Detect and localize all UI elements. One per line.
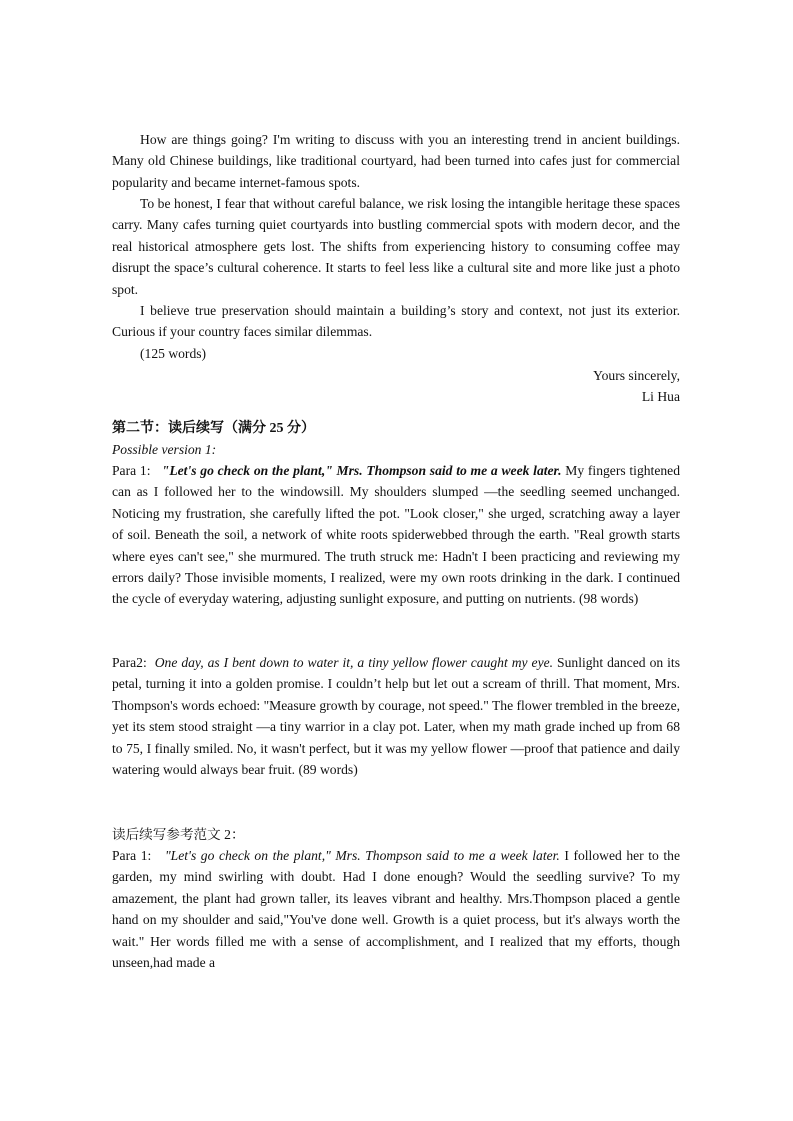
para-label: Para2:: [112, 655, 147, 670]
para-label: Para 1:: [112, 463, 151, 478]
para-lead-sentence: "Let's go check on the plant," Mrs. Thompson said to me a week later.: [164, 848, 560, 863]
para-lead-sentence: One day, as I bent down to water it, a tiny yellow flower caught my eye.: [154, 655, 554, 670]
para-lead-sentence: "Let's go check on the plant," Mrs. Thompson said to me a week later.: [161, 463, 562, 478]
version-1-label: Possible version 1:: [112, 442, 217, 457]
version-2-para-1: [112, 845, 680, 973]
para-label: Para 1:: [112, 848, 152, 863]
letter-paragraph-1: How are things going? I'm writing to discuss with you an interesting trend in ancient buildings. Many old Chinese buildings, like traditional courtyard, had been turned into cafes just for commercial popularity and became internet-famous spots.: [112, 132, 680, 190]
version-1-para-1: [112, 460, 680, 610]
para-body: My fingers tightened can as I followed her to the windowsill. My shoulders slumped —the seedling seemed unchanged. Noticing my frustration, she carefully lifted the pot. "Look closer," she urged, scratching away a layer of soil. Beneath the soil, a network of white roots spiderwebbed through the earth. "Real growth starts where eyes can't see," she murmured. The truth struck me: Hadn't I been practicing and reviewing my errors daily? Those invisible moments, I realized, were my own roots drinking in the dark. I continued the cycle of everyday watering, adjusting sunlight exposure, and putting on nutrients. (98 words): [112, 463, 680, 607]
para-body: Sunlight danced on its petal, turning it into a golden promise. I couldn’t help but let out a scream of thrill. That moment, Mrs. Thompson's words echoed: "Measure growth by courage, not speed." The flower trembled in the breeze, yet its stem stood straight —a tiny warrior in a clay pot. Later, when my math grade inched up from 68 to 75, I finally smiled. No, it wasn't perfect, but it was my yellow flower —proof that patience and daily watering would always bear fruit. (89 words): [112, 655, 680, 778]
letter-paragraph-3: I believe true preservation should maintain a building’s story and context, not just its exterior. Curious if your country faces similar dilemmas.: [112, 303, 680, 340]
letter-signature: Li Hua: [641, 389, 680, 404]
letter-word-count: (125 words): [140, 346, 207, 361]
version-1-para-2: [112, 652, 680, 780]
letter-paragraph-2: To be honest, I fear that without careful balance, we risk losing the intangible heritage these spaces carry. Many cafes turning quiet courtyards into bustling commercial spots with modern decor, and the real historical atmosphere gets lost. The shifts from experiencing history to consuming coffee may disrupt the space’s cultural coherence. It starts to feel less like a cultural site and more like just a photo spot.: [112, 196, 680, 297]
para-body: I followed her to the garden, my mind swirling with doubt. Had I done enough? Would the seedling survive? To my amazement, the plant had grown taller, its leaves vibrant and healthy. Mrs.Thompson placed a gentle hand on my shoulder and said,"You've done well. Growth is a quiet process, but it's always worth the wait." Her words filled me with a sense of accomplishment, and I realized that my efforts, though unseen,had made a: [112, 848, 680, 971]
letter-closing: Yours sincerely,: [593, 368, 680, 383]
version-2-heading: 读后续写参考范文 2：: [112, 827, 245, 842]
section-heading: 第二节：读后续写（满分 25 分）: [112, 421, 315, 436]
